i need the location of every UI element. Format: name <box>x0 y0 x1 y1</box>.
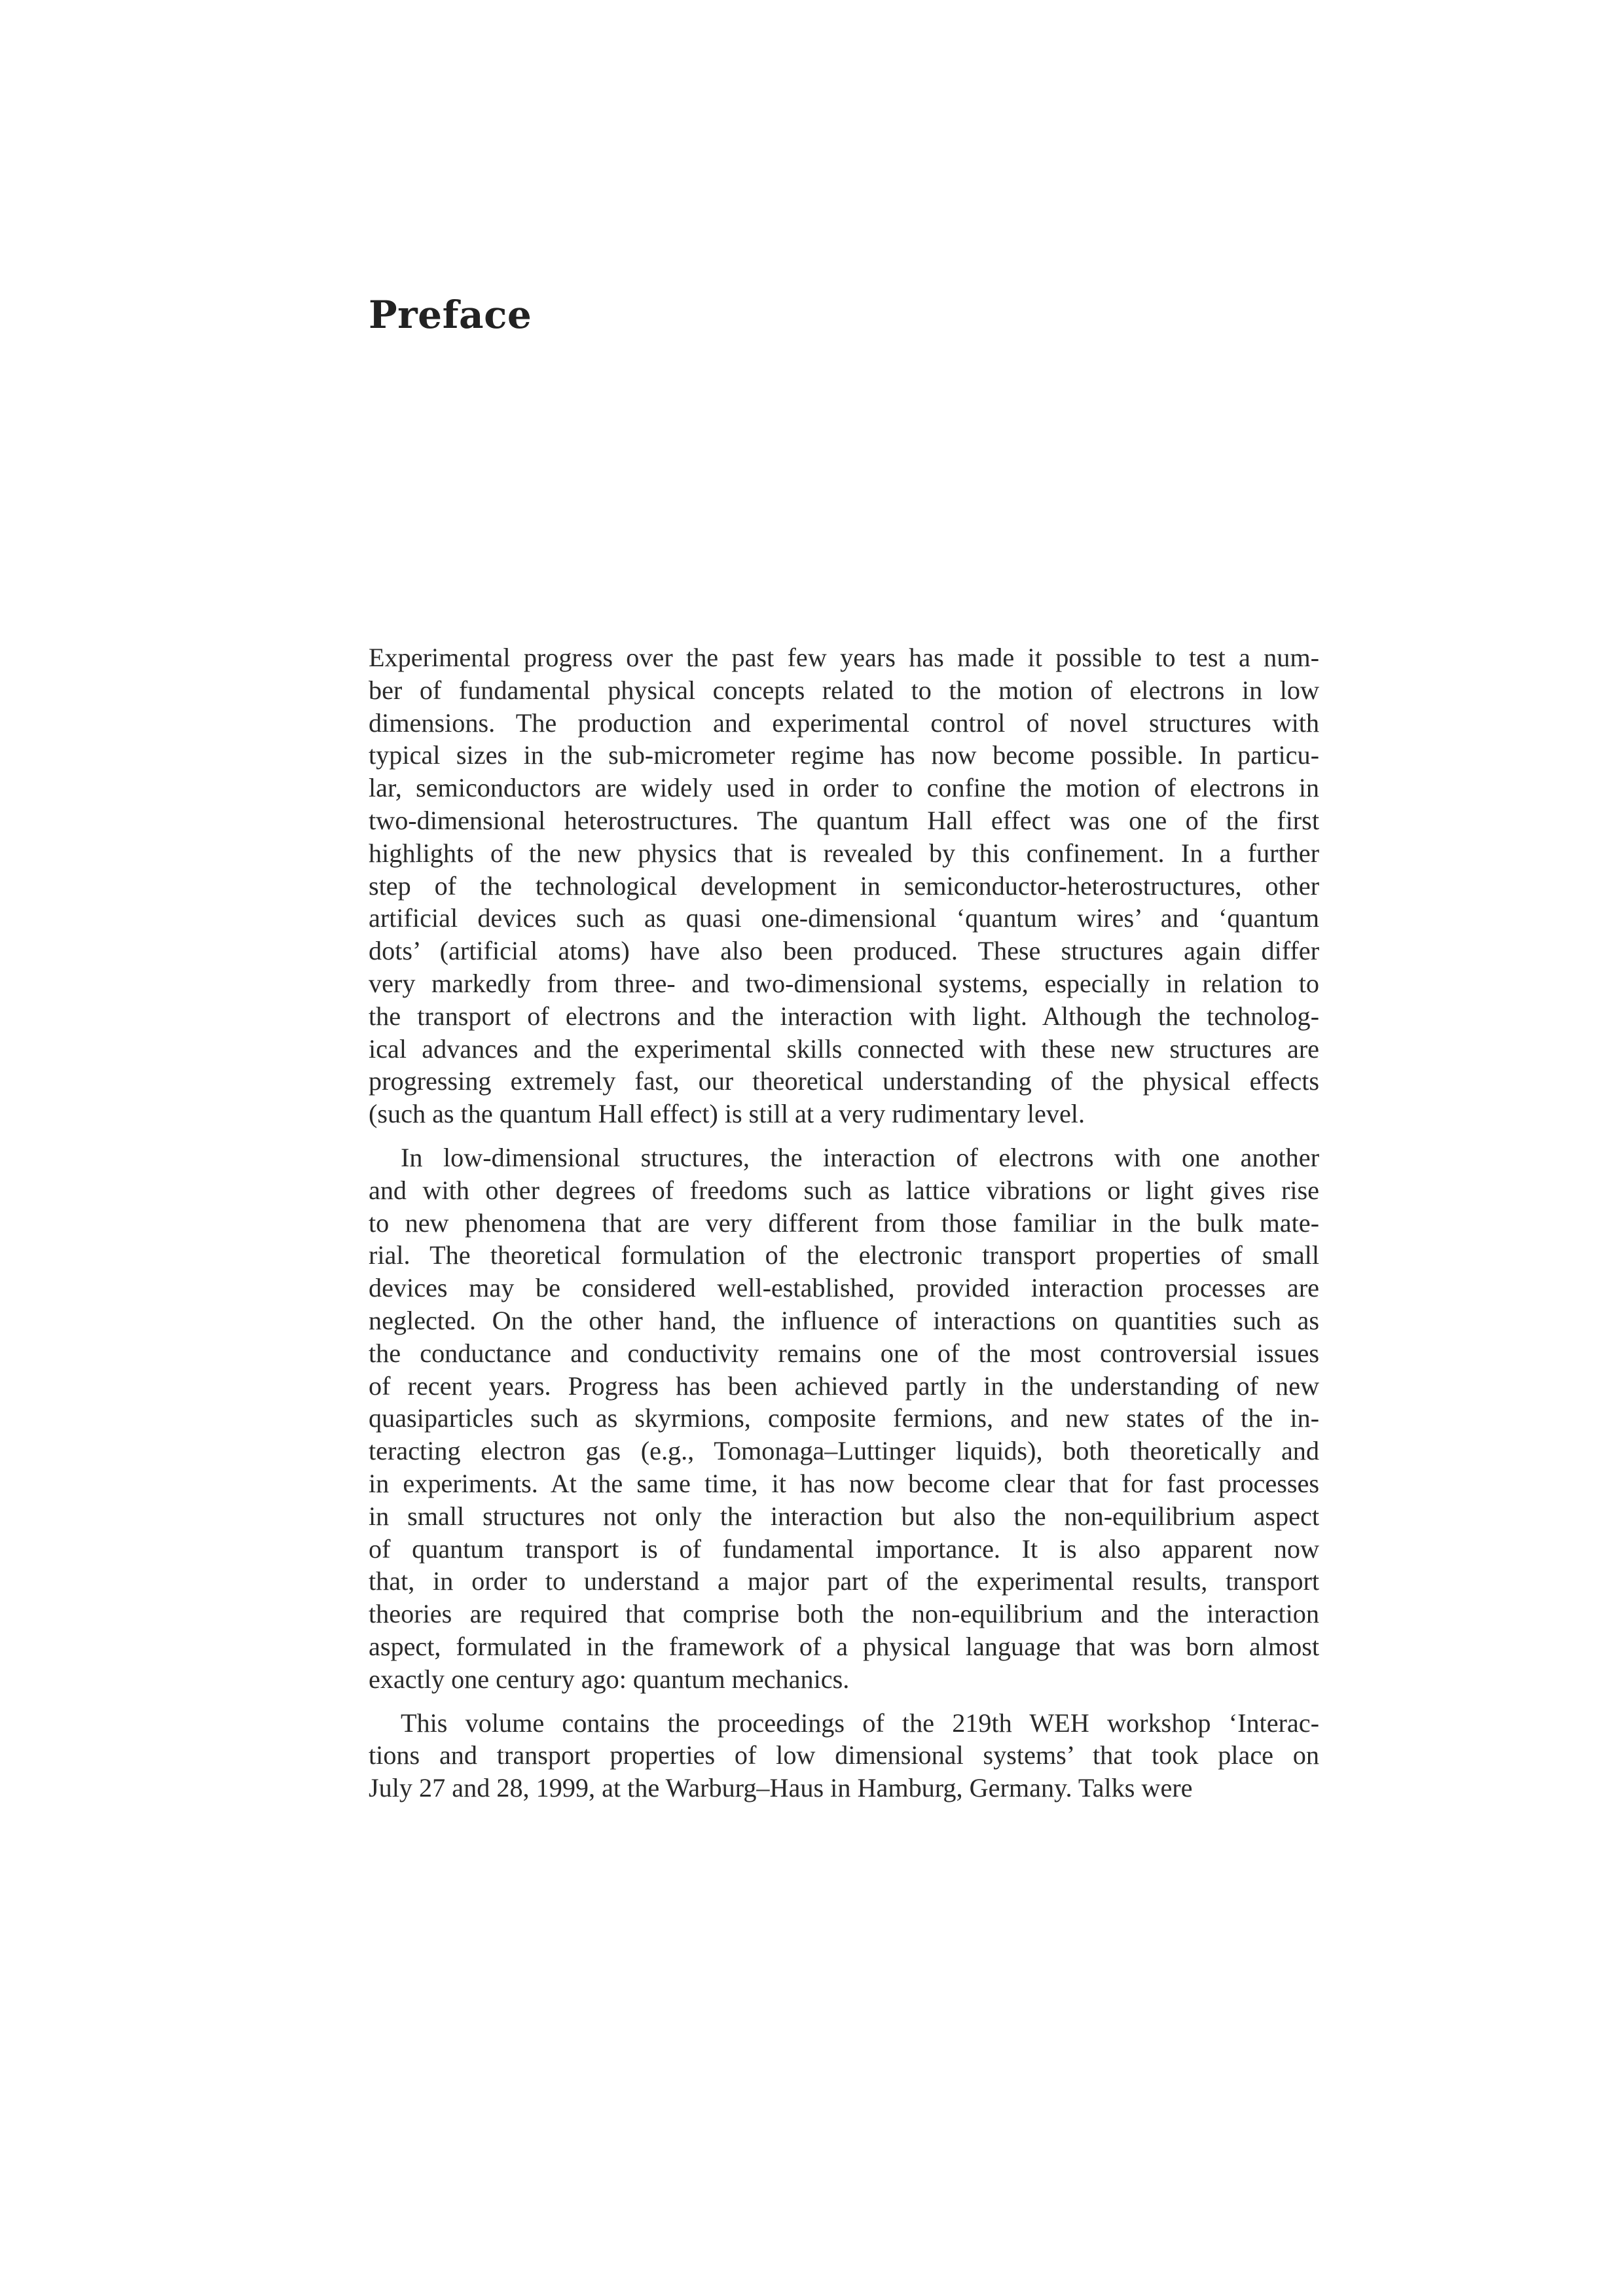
page-title: Preface <box>369 293 532 337</box>
text-line: and with other degrees of freedoms such as lattice vibrations or light gives rise <box>369 1175 1319 1205</box>
text-line: the conductance and conductivity remains one of the most controversial issues <box>369 1338 1319 1368</box>
text-line: step of the technological development in semiconductor-heterostructures, other <box>369 870 1319 901</box>
text-line: dots’ (artificial atoms) have also been produced. These structures again differ <box>369 936 1319 966</box>
paragraph-2 <box>369 1141 1319 1696</box>
text-line: typical sizes in the sub-micrometer regime has now become possible. In particu- <box>369 740 1319 770</box>
text-line: dimensions. The production and experimental control of novel structures with <box>369 708 1319 738</box>
text-line: ical advances and the experimental skills connected with these new structures are <box>369 1033 1319 1064</box>
text-line: in experiments. At the same time, it has now become clear that for fast processes <box>369 1468 1319 1498</box>
text-line: ber of fundamental physical concepts related to the motion of electrons in low <box>369 675 1319 705</box>
text-line: that, in order to understand a major part of the experimental results, transport <box>369 1566 1319 1596</box>
body-text <box>369 641 1319 1816</box>
text-line: This volume contains the proceedings of the 219th WEH workshop ‘Interac- <box>401 1708 1319 1738</box>
text-line: in small structures not only the interaction but also the non-equilibrium aspect <box>369 1501 1319 1531</box>
text-line: theories are required that comprise both the non-equilibrium and the interaction <box>369 1599 1319 1629</box>
text-line: to new phenomena that are very different from those familiar in the bulk mate- <box>369 1208 1319 1238</box>
text-line: tions and transport properties of low dimensional systems’ that took place on <box>369 1740 1319 1770</box>
text-line: devices may be considered well-established, provided interaction processes are <box>369 1273 1319 1303</box>
text-line: quasiparticles such as skyrmions, composite fermions, and new states of the in- <box>369 1403 1319 1433</box>
paragraph-3 <box>369 1707 1319 1804</box>
text-line: the transport of electrons and the interaction with light. Although the technolog- <box>369 1001 1319 1031</box>
text-line: lar, semiconductors are widely used in order to confine the motion of electrons in <box>369 773 1319 803</box>
text-line: aspect, formulated in the framework of a physical language that was born almost <box>369 1631 1319 1661</box>
paragraph-1 <box>369 641 1319 1130</box>
text-line: very markedly from three- and two-dimensional systems, especially in relation to <box>369 968 1319 998</box>
text-line: teracting electron gas (e.g., Tomonaga–Luttinger liquids), both theoretically and <box>369 1436 1319 1466</box>
text-line: of recent years. Progress has been achieved partly in the understanding of new <box>369 1371 1319 1401</box>
text-line: artificial devices such as quasi one-dimensional ‘quantum wires’ and ‘quantum <box>369 903 1319 933</box>
text-line: July 27 and 28, 1999, at the Warburg–Haus in Hamburg, Germany. Talks were <box>369 1773 1193 1803</box>
text-line: of quantum transport is of fundamental importance. It is also apparent now <box>369 1534 1319 1564</box>
text-line: (such as the quantum Hall effect) is still at a very rudimentary level. <box>369 1099 1085 1129</box>
text-line: progressing extremely fast, our theoretical understanding of the physical effects <box>369 1066 1319 1096</box>
text-line: two-dimensional heterostructures. The quantum Hall effect was one of the first <box>369 805 1319 835</box>
text-line: highlights of the new physics that is revealed by this confinement. In a further <box>369 838 1319 868</box>
text-line: rial. The theoretical formulation of the electronic transport properties of small <box>369 1240 1319 1270</box>
text-line: exactly one century ago: quantum mechanics. <box>369 1664 850 1694</box>
text-line: Experimental progress over the past few years has made it possible to test a num- <box>369 643 1319 672</box>
text-line: neglected. On the other hand, the influence of interactions on quantities such as <box>369 1305 1319 1335</box>
text-line: In low-dimensional structures, the interaction of electrons with one another <box>401 1142 1319 1172</box>
